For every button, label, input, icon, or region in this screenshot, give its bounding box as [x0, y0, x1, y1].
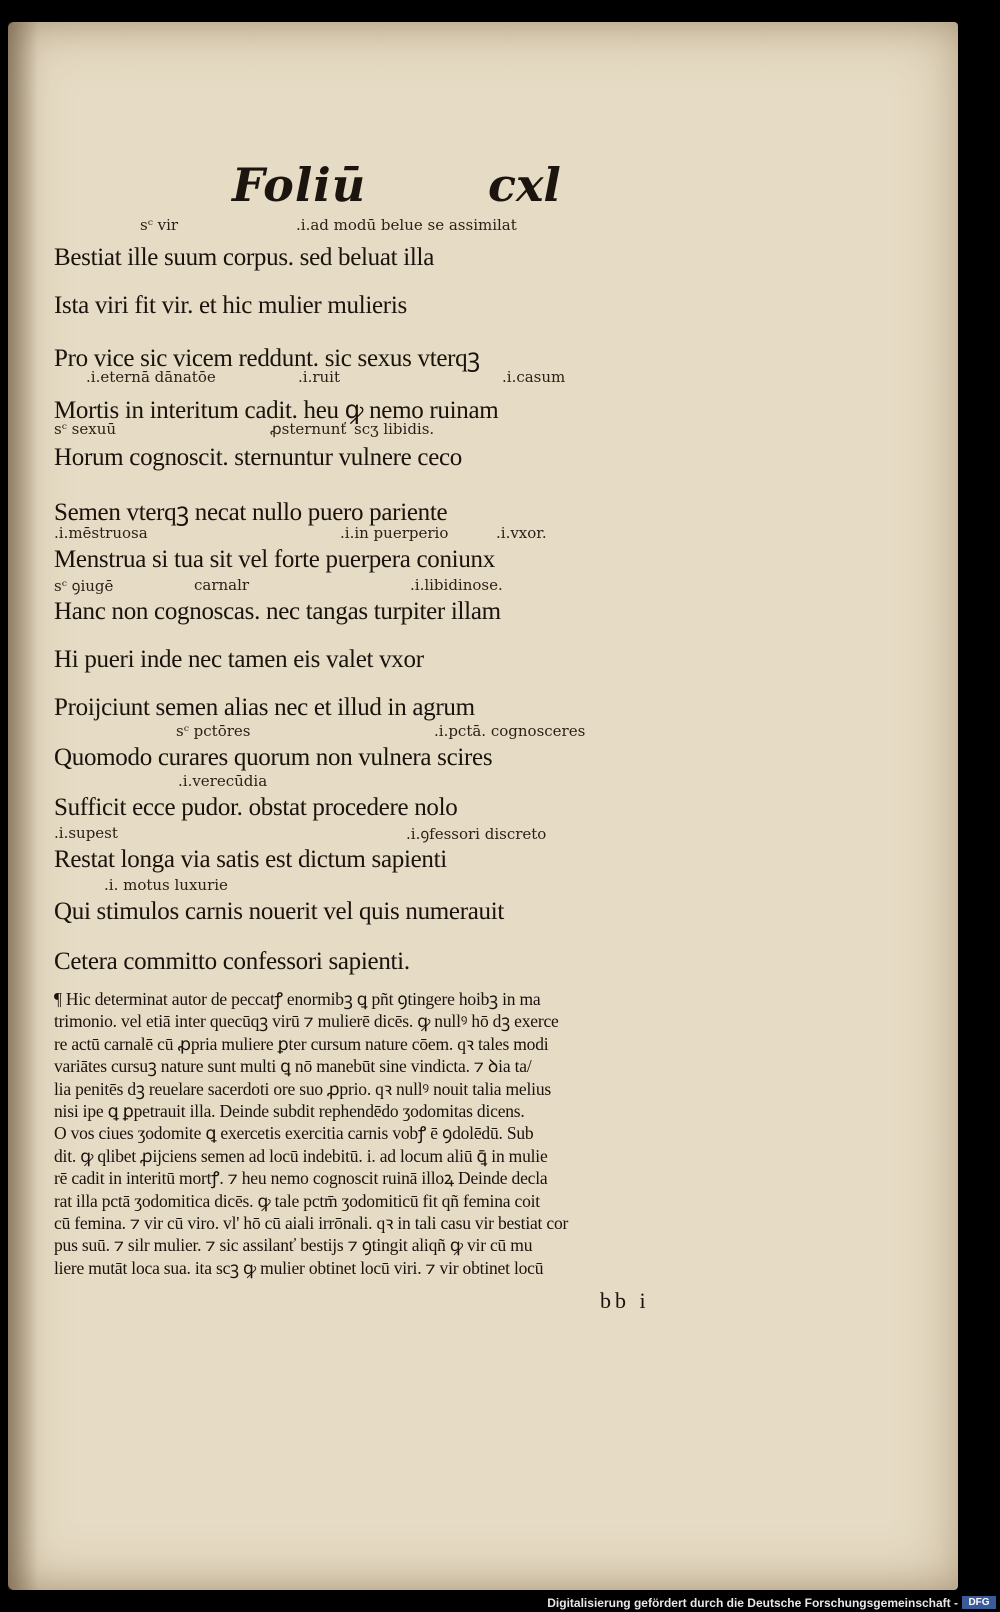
gloss: .i.supest	[54, 824, 118, 842]
gloss: .i.vxor.	[496, 524, 547, 542]
gloss: .i.ad modū belue se assimilat	[296, 216, 517, 234]
folio-heading: Foliū	[232, 158, 367, 212]
verse-line: Ista viri fit vir. et hic mulier mulieris	[54, 292, 407, 319]
verse-line: Horum cognoscit. sternuntur vulnere ceco	[54, 444, 463, 471]
commentary-line: lia penitēs dꝫ reuelare sacerdoti ore suo ꝓprio. qꝛ nullꝰ nouit talia melius	[54, 1078, 551, 1099]
commentary-line: rat illa pctā ʒodomitica dicēs. ꝙ tale pctm̄ ʒodomiticū fit qñ femina coit	[54, 1190, 540, 1211]
verse-line: Cetera committo confessori sapienti.	[54, 948, 410, 975]
gloss: carnalr	[194, 576, 250, 594]
gloss: scʒ libidis.	[354, 420, 435, 438]
gloss: .i. motus luxurie	[104, 876, 228, 894]
verse-line: Pro vice sic vicem reddunt. sic sexus vterqꝫ	[54, 345, 480, 372]
commentary-line: liere mutāt loca sua. ita scꝫ ꝙ mulier obtinet locū viri. ⁊ vir obtinet locū	[54, 1257, 544, 1278]
commentary-line: trimonio. vel etiā inter quecūqꝫ virū ⁊ mulierē dicēs. ꝙ nullꝰ hō dꝫ exerce	[54, 1011, 559, 1032]
gloss: ꝓsternunť	[270, 420, 347, 438]
verse-line: Quomodo curares quorum non vulnera scires	[54, 744, 493, 771]
signature-mark: bb i	[600, 1288, 650, 1313]
verse-line: Menstrua si tua sit vel forte puerpera coniunx	[54, 546, 495, 573]
verse-line: Mortis in interitum cadit. heu ꝙ nemo ruinam	[54, 397, 499, 424]
gloss: .i.libidinose.	[410, 576, 503, 594]
verse-line: Sufficit ecce pudor. obstat procedere nolo	[54, 794, 458, 821]
gloss: .i.verecūdia	[178, 772, 268, 790]
digitization-credit: Digitalisierung gefördert durch die Deutsche Forschungsgemeinschaft -	[547, 1596, 958, 1610]
verse-line: Semen vterqꝫ necat nullo puero pariente	[54, 499, 448, 526]
commentary-line: O vos ciues ʒodomite ꝗ exercetis exercitia carnis vobꝭ ē ꝯdolēdū. Sub	[54, 1123, 534, 1144]
gloss: sᶜ vir	[140, 216, 179, 234]
commentary-line: pus suū. ⁊ silr mulier. ⁊ sic assilanť bestijs ⁊ ꝯtingit aliqñ ꝙ vir cū mu	[54, 1235, 533, 1256]
verse-line: Restat longa via satis est dictum sapienti	[54, 846, 447, 873]
gloss: .i.eternā dānatōe	[86, 368, 216, 386]
folio-number: cxl	[488, 158, 561, 212]
gloss: .i.ꝯfessori discreto	[406, 825, 547, 843]
gloss: .i.in puerperio	[340, 524, 449, 542]
gloss: sᶜ sexuū	[54, 420, 117, 438]
gloss: .i.ruit	[298, 368, 340, 386]
verse-line: Hi pueri inde nec tamen eis valet vxor	[54, 646, 424, 673]
gloss: sᶜ ꝯiugē	[54, 577, 114, 595]
gloss: sᶜ pctōres	[176, 722, 251, 740]
commentary-line: variātes cursuꝫ nature sunt multi ꝗ nō manebūt sine vindicta. ⁊ ꝺia ta/	[54, 1056, 532, 1077]
commentary-line: dit. ꝙ qlibet ꝓijciens semen ad locū indebitū. i. ad locum aliū ꝗ̄ in mulie	[54, 1145, 548, 1166]
gloss: .i.pctā. cognosceres	[434, 722, 586, 740]
verse-line: Hanc non cognoscas. nec tangas turpiter illam	[54, 598, 501, 625]
commentary-line: rē cadit in interitū mortꝭ. ⁊ heu nemo cognoscit ruinā illoꝝ Deinde decla	[54, 1168, 548, 1189]
commentary-line: nisi ipe ꝗ ꝑpetrauit illa. Deinde subdit rephendēdo ʒodomitas dicens.	[54, 1101, 525, 1122]
gloss: .i.casum	[502, 368, 566, 386]
commentary-line: re actū carnalē cū ꝓpria muliere ꝑter cursum nature cōem. qꝛ tales modi	[54, 1033, 549, 1054]
commentary-line: cū femina. ⁊ vir cū viro. vl' hō cū aiali irrōnali. qꝛ in tali casu vir bestiat cor	[54, 1213, 569, 1234]
verse-line: Qui stimulos carnis nouerit vel quis numerauit	[54, 898, 505, 925]
commentary-block	[54, 988, 704, 1279]
dfg-logo: DFG	[962, 1596, 996, 1609]
gloss: .i.mēstruosa	[54, 524, 148, 542]
commentary-line: ¶ Hic determinat autor de peccatꝭ enormibꝫ ꝗ pñt ꝯtingere hoibꝫ in ma	[54, 989, 541, 1009]
page-gutter-shadow	[8, 22, 38, 1590]
verse-line: Bestiat ille suum corpus. sed beluat illa	[54, 244, 434, 271]
verse-line: Proijciunt semen alias nec et illud in agrum	[54, 694, 475, 721]
